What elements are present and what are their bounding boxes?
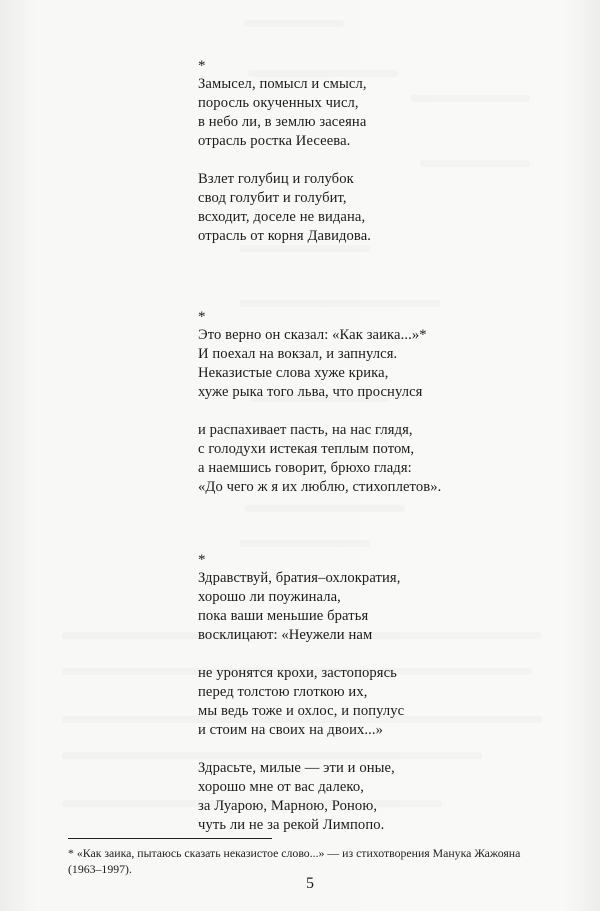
poem-line: восклицают: «Неужели нам bbox=[198, 627, 373, 643]
poem-line: пока ваши меньшие братья bbox=[198, 608, 369, 624]
poem-line: Замысел, помысл и смысл, bbox=[198, 76, 367, 92]
poem-line: Здрасьте, милые — эти и оные, bbox=[198, 760, 395, 776]
stanza bbox=[198, 75, 578, 151]
poem-line: в небо ли, в землю засеяна bbox=[198, 114, 367, 130]
poem-line: отрасль от корня Давидова. bbox=[198, 228, 372, 244]
poem-line: чуть ли не за рекой Лимпопо. bbox=[198, 817, 385, 833]
stanza bbox=[198, 326, 578, 402]
poem-line: свод голубит и голубит, bbox=[198, 190, 347, 206]
poem-separator-asterisk: * bbox=[198, 58, 206, 74]
poem-line: Взлет голубиц и голубок bbox=[198, 171, 354, 187]
poem-2 bbox=[198, 308, 578, 497]
poem-line: хорошо мне от вас далеко, bbox=[198, 779, 365, 795]
poem-line: «До чего ж я их люблю, стихоплетов». bbox=[198, 479, 442, 495]
stanza bbox=[198, 569, 578, 645]
poem-line: Это верно он сказал: «Как заика...»* bbox=[198, 327, 427, 343]
page-number: 5 bbox=[306, 875, 314, 892]
stanza bbox=[198, 664, 578, 740]
poem-line: перед толстою глоткою их, bbox=[198, 684, 368, 700]
poem-separator-asterisk: * bbox=[198, 552, 206, 568]
poem-line: за Луарою, Марною, Роною, bbox=[198, 798, 378, 814]
stanza bbox=[198, 421, 578, 497]
poem-line: всходит, доселе не видана, bbox=[198, 209, 366, 225]
poem-line: не уронятся крохи, застопорясь bbox=[198, 665, 397, 681]
stanza bbox=[198, 759, 578, 835]
footnote-divider bbox=[68, 838, 272, 839]
poem-line: мы ведь тоже и охлос, и популус bbox=[198, 703, 405, 719]
footnote-line: (1963–1997). bbox=[68, 862, 132, 876]
poem-3 bbox=[198, 551, 578, 835]
poem-line: хорошо ли поужинала, bbox=[198, 589, 341, 605]
footnote bbox=[68, 845, 568, 877]
poem-line: с голодухи истекая теплым потом, bbox=[198, 441, 415, 457]
poem-line: и распахивает пасть, на нас глядя, bbox=[198, 422, 413, 438]
footnote-line: * «Как заика, пытаюсь сказать неказистое слово...» — из стихотворения Манука Жажояна bbox=[68, 846, 521, 860]
poem-line: хуже рыка того льва, что проснулся bbox=[198, 384, 423, 400]
poem-line: и стоим на своих на двоих...» bbox=[198, 722, 384, 738]
poem-line: Неказистые слова хуже крика, bbox=[198, 365, 389, 381]
poem-separator-asterisk: * bbox=[198, 309, 206, 325]
poem-line: отрасль ростка Иесеева. bbox=[198, 133, 351, 149]
poem-1 bbox=[198, 57, 578, 246]
stanza bbox=[198, 170, 578, 246]
poem-line: поросль окученных числ, bbox=[198, 95, 359, 111]
poem-line: Здравствуй, братия–охлократия, bbox=[198, 570, 401, 586]
poem-line: а наемшись говорит, брюхо гладя: bbox=[198, 460, 412, 476]
poem-line: И поехал на вокзал, и запнулся. bbox=[198, 346, 398, 362]
